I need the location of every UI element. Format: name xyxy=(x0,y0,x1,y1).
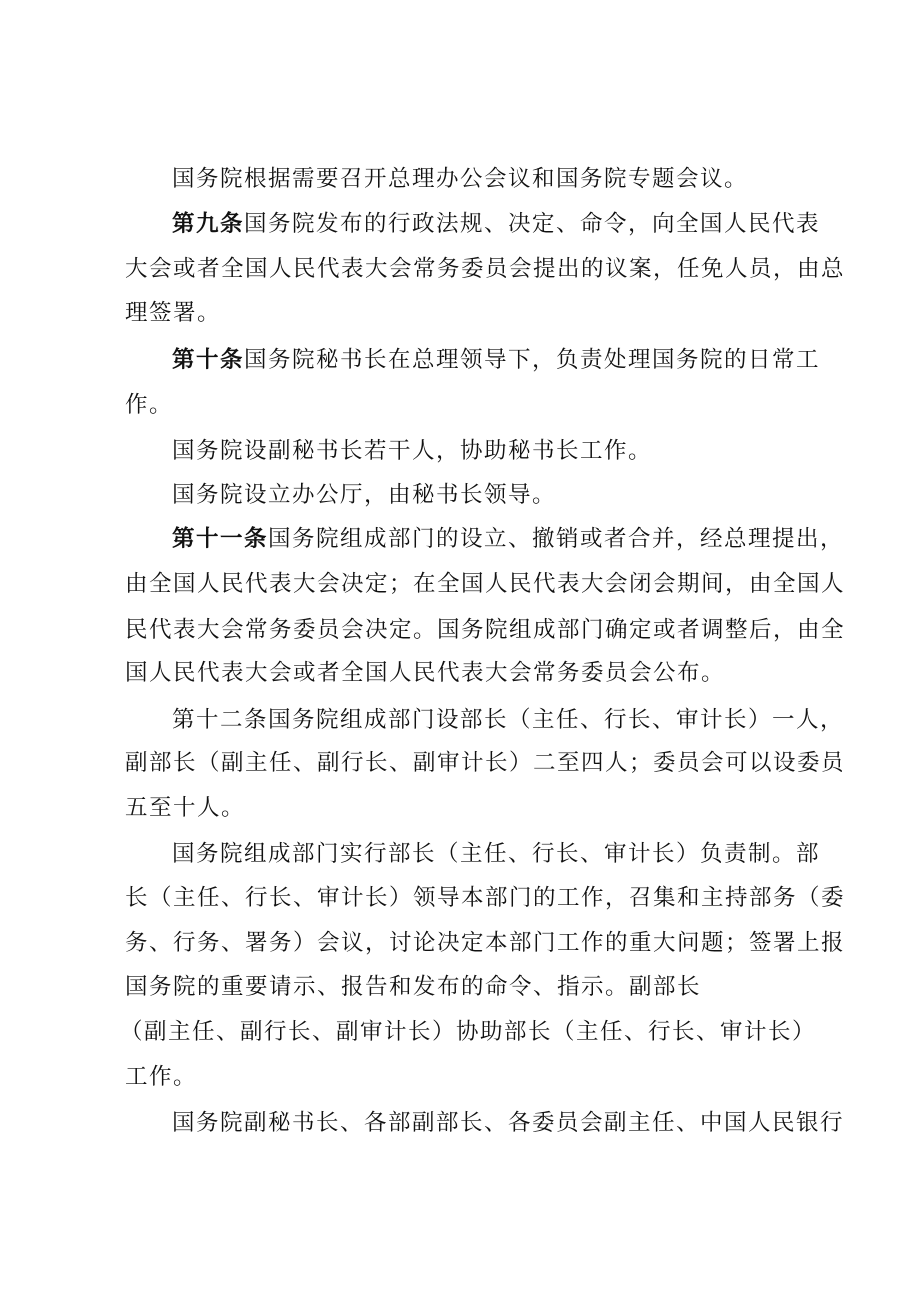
line-text: 由全国人民代表大会决定；在全国人民代表大会闭会期间，由全国人 xyxy=(125,571,846,597)
paragraph-line xyxy=(125,614,846,646)
line-text: 国务院的重要请示、报告和发布的命令、指示。副部长 xyxy=(125,974,702,1000)
line-text: （副主任、副行长、副审计长）协助部长（主任、行长、审计长） xyxy=(120,1019,817,1045)
paragraph-line xyxy=(125,747,846,779)
article-heading: 第十一条 xyxy=(172,526,269,552)
paragraph-line xyxy=(125,389,815,421)
paragraph-line xyxy=(172,838,862,870)
paragraph-line xyxy=(172,344,862,376)
line-text: 五至十人。 xyxy=(125,795,246,821)
line-text: 大会或者全国人民代表大会常务委员会提出的议案，任免人员，由总 xyxy=(125,256,846,282)
article-heading: 第十条 xyxy=(172,347,245,373)
line-text: 国人民代表大会或者全国人民代表大会常务委员会公布。 xyxy=(125,660,726,686)
paragraph-line xyxy=(172,435,862,467)
paragraph-line xyxy=(125,1061,815,1093)
line-text: 副部长（副主任、副行长、副审计长）二至四人；委员会可以设委员 xyxy=(125,750,846,776)
paragraph-line xyxy=(172,163,862,195)
line-text: 国务院设立办公厅，由秘书长领导。 xyxy=(172,482,557,508)
line-text: 务、行务、署务）会议，讨论决定本部门工作的重大问题；签署上报 xyxy=(125,930,846,956)
line-text: 长（主任、行长、审计长）领导本部门的工作，召集和主持部务（委 xyxy=(125,885,846,911)
line-text: 国务院根据需要召开总理办公会议和国务院专题会议。 xyxy=(172,166,749,192)
line-text: 工作。 xyxy=(125,1064,198,1090)
paragraph-line xyxy=(125,882,846,914)
paragraph-line xyxy=(172,208,862,240)
paragraph-line xyxy=(125,297,815,329)
paragraph-line xyxy=(125,971,815,1003)
line-text: 国务院组成部门的设立、撤销或者合并，经总理提出， xyxy=(268,526,845,552)
line-text: 民代表大会常务委员会决定。国务院组成部门确定或者调整后，由全 xyxy=(125,617,846,643)
paragraph-line xyxy=(172,1107,862,1139)
line-text: 国务院发布的行政法规、决定、命令，向全国人民代表 xyxy=(244,211,821,237)
line-text: 第十二条国务院组成部门设部长（主任、行长、审计长）一人， xyxy=(172,707,845,733)
paragraph-line xyxy=(172,479,862,511)
line-text: 国务院秘书长在总理领导下，负责处理国务院的日常工 xyxy=(244,347,821,373)
paragraph-line xyxy=(125,792,815,824)
line-text: 国务院组成部门实行部长（主任、行长、审计长）负责制。部 xyxy=(172,841,821,867)
line-text: 理签署。 xyxy=(125,300,222,326)
paragraph-line xyxy=(125,568,846,600)
line-text: 国务院设副秘书长若干人，协助秘书长工作。 xyxy=(172,438,653,464)
line-text: 国务院副秘书长、各部副部长、各委员会副主任、中国人民银行 xyxy=(172,1110,845,1136)
line-text: 作。 xyxy=(125,392,174,418)
paragraph-line xyxy=(172,523,862,555)
paragraph-line xyxy=(120,1016,817,1048)
paragraph-line xyxy=(172,704,862,736)
paragraph-line xyxy=(125,927,846,959)
paragraph-line xyxy=(125,253,846,285)
article-heading: 第九条 xyxy=(172,211,245,237)
paragraph-line xyxy=(125,657,815,689)
